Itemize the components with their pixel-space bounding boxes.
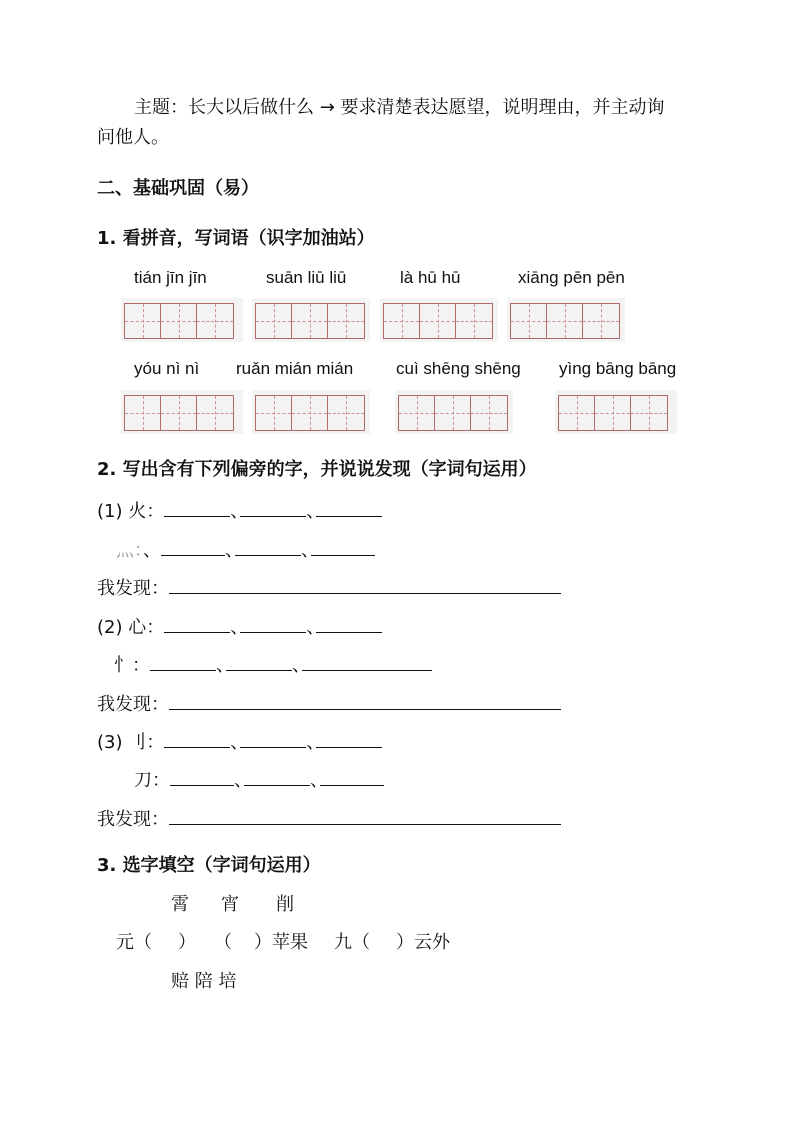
writing-grid-5[interactable] [124, 395, 234, 431]
pinyin-7: cuì shēng shēng [396, 359, 521, 378]
q2-group-1-sub-label: 灬： [116, 540, 143, 561]
q2-group-2-sub-label: 忄： [114, 655, 150, 676]
finding-label: 我发现： [97, 578, 169, 599]
writing-grid-3[interactable] [383, 303, 493, 339]
answer-blank[interactable] [240, 614, 306, 633]
answer-blank[interactable] [164, 729, 230, 748]
q2-group-3-label: (3) 刂： [97, 732, 165, 753]
finding-blank[interactable] [169, 691, 561, 710]
q2-group-3-row: (3) 刂： 、 、 [97, 729, 382, 755]
q3-options-row-2: 赔 陪 培 [171, 971, 237, 992]
answer-blank[interactable] [226, 652, 292, 671]
finding-blank[interactable] [169, 806, 561, 825]
pinyin-8: yìng bāng bāng [559, 359, 677, 378]
pinyin-1: tián jīn jīn [134, 268, 207, 287]
section-2-title: 二、基础巩固（易） [97, 178, 259, 199]
answer-blank[interactable] [316, 614, 382, 633]
q2-group-2-label: (2) 心： [97, 617, 165, 638]
answer-blank[interactable] [316, 729, 382, 748]
pinyin-5: yóu nì nì [134, 359, 200, 378]
q2-group-2-sub-row: 忄： 、 、 [114, 652, 432, 678]
writing-grid-1[interactable] [124, 303, 234, 339]
answer-blank[interactable] [302, 652, 432, 671]
q3-fill-part-4: ）苹果 [254, 932, 308, 953]
answer-blank[interactable] [235, 537, 301, 556]
answer-blank[interactable] [170, 767, 234, 786]
q3-option-2: 宵 [221, 894, 239, 915]
q2-group-3-sub-row: 刀： 、 、 [134, 767, 384, 793]
theme-line-2: 问他人。 [97, 127, 169, 148]
answer-blank[interactable] [311, 537, 375, 556]
answer-blank[interactable] [150, 652, 216, 671]
q2-group-1-sub-row: 灬：、 、 、 [116, 537, 375, 563]
writing-grid-8[interactable] [558, 395, 668, 431]
q2-finding-1-row [97, 575, 561, 601]
pinyin-6: ruǎn mián mián [236, 359, 354, 378]
q3-fill-part-5: 九（ [334, 932, 370, 953]
finding-label: 我发现： [97, 694, 169, 715]
writing-grid-7[interactable] [398, 395, 508, 431]
answer-blank[interactable] [316, 498, 382, 517]
writing-grid-2[interactable] [255, 303, 365, 339]
q3-fill-part-6: ）云外 [396, 932, 450, 953]
q3-option-3: 削 [276, 894, 294, 915]
q2-title: 2. 写出含有下列偏旁的字，并说说发现（字词句运用） [97, 459, 537, 480]
answer-blank[interactable] [164, 498, 230, 517]
q3-fill-part-2: ） [178, 932, 196, 953]
q3-option-1: 霄 [171, 894, 189, 915]
q3-title: 3. 选字填空（字词句运用） [97, 855, 321, 876]
answer-blank[interactable] [240, 498, 306, 517]
q2-finding-3-row [97, 806, 561, 832]
pinyin-2: suān liū liū [266, 268, 347, 287]
q3-fill-part-1: 元（ [116, 932, 152, 953]
answer-blank[interactable] [240, 729, 306, 748]
finding-label: 我发现： [97, 809, 169, 830]
writing-grid-4[interactable] [510, 303, 620, 339]
q2-group-2-row: (2) 心： 、 、 [97, 614, 382, 640]
pinyin-4: xiāng pēn pēn [518, 268, 625, 287]
pinyin-3: là hū hū [400, 268, 461, 287]
q2-group-3-sub-label: 刀： [134, 770, 170, 791]
answer-blank[interactable] [161, 537, 225, 556]
q2-group-1-row: (1) 火： 、 、 [97, 498, 382, 524]
theme-line-1: 主题：长大以后做什么 → 要求清楚表达愿望，说明理由，并主动询 [134, 97, 665, 118]
q2-finding-2-row [97, 691, 561, 717]
q2-group-1-label: (1) 火： [97, 501, 165, 522]
answer-blank[interactable] [244, 767, 310, 786]
finding-blank[interactable] [169, 575, 561, 594]
writing-grid-6[interactable] [255, 395, 365, 431]
q3-fill-part-3: （ [214, 932, 232, 953]
q1-title: 1. 看拼音，写词语（识字加油站） [97, 228, 375, 249]
answer-blank[interactable] [164, 614, 230, 633]
answer-blank[interactable] [320, 767, 384, 786]
